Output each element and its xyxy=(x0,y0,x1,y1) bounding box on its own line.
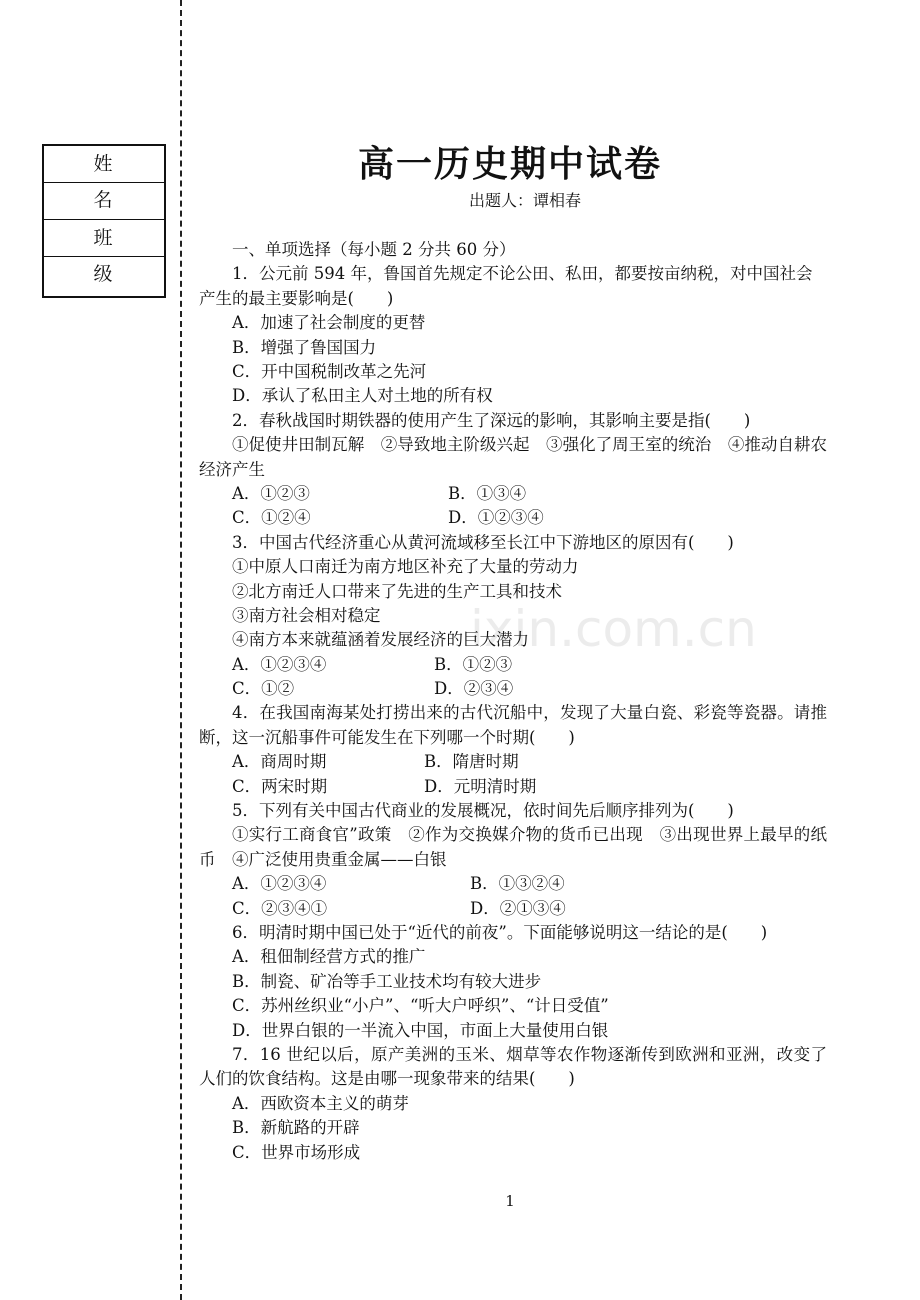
question-2-items: ①促使井田制瓦解 ②导致地主阶级兴起 ③强化了周王室的统治 ④推动自耕农经济产生 xyxy=(199,435,827,479)
q5-options-row1 xyxy=(199,872,827,896)
q6-option-b: B．制瓷、矿冶等手工业技术均有较大进步 xyxy=(232,971,542,991)
q6-option-d: D．世界白银的一半流入中国，市面上大量使用白银 xyxy=(232,1020,609,1040)
q3-item-1: ①中原人口南迁为南方地区补充了大量的劳动力 xyxy=(232,557,579,577)
q2-options-row1 xyxy=(199,482,827,506)
q3-option-a: A．①②③④ xyxy=(232,654,327,674)
q2-option-b: B．①③④ xyxy=(448,483,527,503)
q4-option-b: B．隋唐时期 xyxy=(424,752,519,772)
q1-option-c: C．开中国税制改革之先河 xyxy=(232,361,427,381)
q5-options-row2 xyxy=(199,897,827,921)
q5-option-d: D．②①③④ xyxy=(470,898,566,918)
q3-options-row2 xyxy=(199,677,827,701)
exam-content xyxy=(199,238,827,1165)
q6-option-a: A．租佃制经营方式的推广 xyxy=(232,947,426,967)
q1-option-d: D．承认了私田主人对土地的所有权 xyxy=(232,386,493,406)
question-2-stem: 2．春秋战国时期铁器的使用产生了深远的影响，其影响主要是指( ) xyxy=(232,410,751,430)
name-label: 姓 名 xyxy=(44,146,164,183)
q5-option-b: B．①③②④ xyxy=(470,874,565,894)
q4-option-a: A．商周时期 xyxy=(232,752,327,772)
q1-option-b: B．增强了鲁国国力 xyxy=(232,337,377,357)
page-title: 高一历史期中试卷 xyxy=(357,143,662,185)
q3-item-4: ④南方本来就蕴涵着发展经济的巨大潜力 xyxy=(232,630,529,650)
watermark: ixin.com.cn xyxy=(470,600,757,658)
q5-option-c: C．②③④① xyxy=(232,898,328,918)
q2-option-c: C．①②④ xyxy=(232,508,311,528)
q3-option-b: B．①②③ xyxy=(434,654,513,674)
question-6-stem: 6．明清时期中国已处于“近代的前夜”。下面能够说明这一结论的是( ) xyxy=(232,923,768,943)
q4-option-c: C．两宋时期 xyxy=(232,776,328,796)
q4-options-row1 xyxy=(199,750,827,774)
q2-option-a: A．①②③ xyxy=(232,483,310,503)
question-1-stem: 1．公元前 594 年，鲁国首先规定不论公田、私田，都要按亩纳税，对中国社会产生的最主要影响是( ) xyxy=(199,264,813,308)
class-label: 班 级 xyxy=(44,220,164,257)
q3-option-c: C．①② xyxy=(232,679,295,699)
section-heading: 一、单项选择（每小题 2 分共 60 分） xyxy=(232,240,516,259)
question-4-stem: 4．在我国南海某处打捞出来的古代沉船中，发现了大量白瓷、彩瓷等瓷器。请推断，这一沉船事件可能发生在下列哪一个时期( ) xyxy=(199,703,827,747)
q7-option-b: B．新航路的开辟 xyxy=(232,1118,360,1138)
q3-item-2: ②北方南迁人口带来了先进的生产工具和技术 xyxy=(232,581,562,601)
binding-dashed-line xyxy=(180,0,182,1300)
q3-option-d: D．②③④ xyxy=(434,679,514,699)
q2-options-row2 xyxy=(199,506,827,530)
author-line: 出题人：谭相春 xyxy=(468,191,581,210)
question-5-items: ①实行工商食官”政策 ②作为交换媒介物的货币已出现 ③出现世界上最早的纸币 ④广泛使用贵重金属——白银 xyxy=(199,825,827,869)
q5-option-a: A．①②③④ xyxy=(232,874,327,894)
q1-option-a: A．加速了社会制度的更替 xyxy=(232,313,426,333)
q6-option-c: C．苏州丝织业“小户”、“听大户呼织”、“计日受值” xyxy=(232,996,609,1016)
question-3-stem: 3．中国古代经济重心从黄河流域移至长江中下游地区的原因有( ) xyxy=(232,532,734,552)
q4-options-row2 xyxy=(199,775,827,799)
q4-option-d: D．元明清时期 xyxy=(424,776,537,796)
question-5-stem: 5．下列有关中国古代商业的发展概况，依时间先后顺序排列为( ) xyxy=(232,801,734,821)
page-number: 1 xyxy=(505,1192,515,1210)
q7-option-a: A．西欧资本主义的萌芽 xyxy=(232,1093,409,1113)
q2-option-d: D．①②③④ xyxy=(448,508,544,528)
q3-item-3: ③南方社会相对稳定 xyxy=(232,605,381,625)
student-info-box xyxy=(42,144,172,298)
question-7-stem: 7．16 世纪以后，原产美洲的玉米、烟草等农作物逐渐传到欧洲和亚洲，改变了人们的饮食结构。这是由哪一现象带来的结果( ) xyxy=(199,1045,827,1089)
q7-option-c: C．世界市场形成 xyxy=(232,1142,361,1162)
q3-options-row1 xyxy=(199,653,827,677)
